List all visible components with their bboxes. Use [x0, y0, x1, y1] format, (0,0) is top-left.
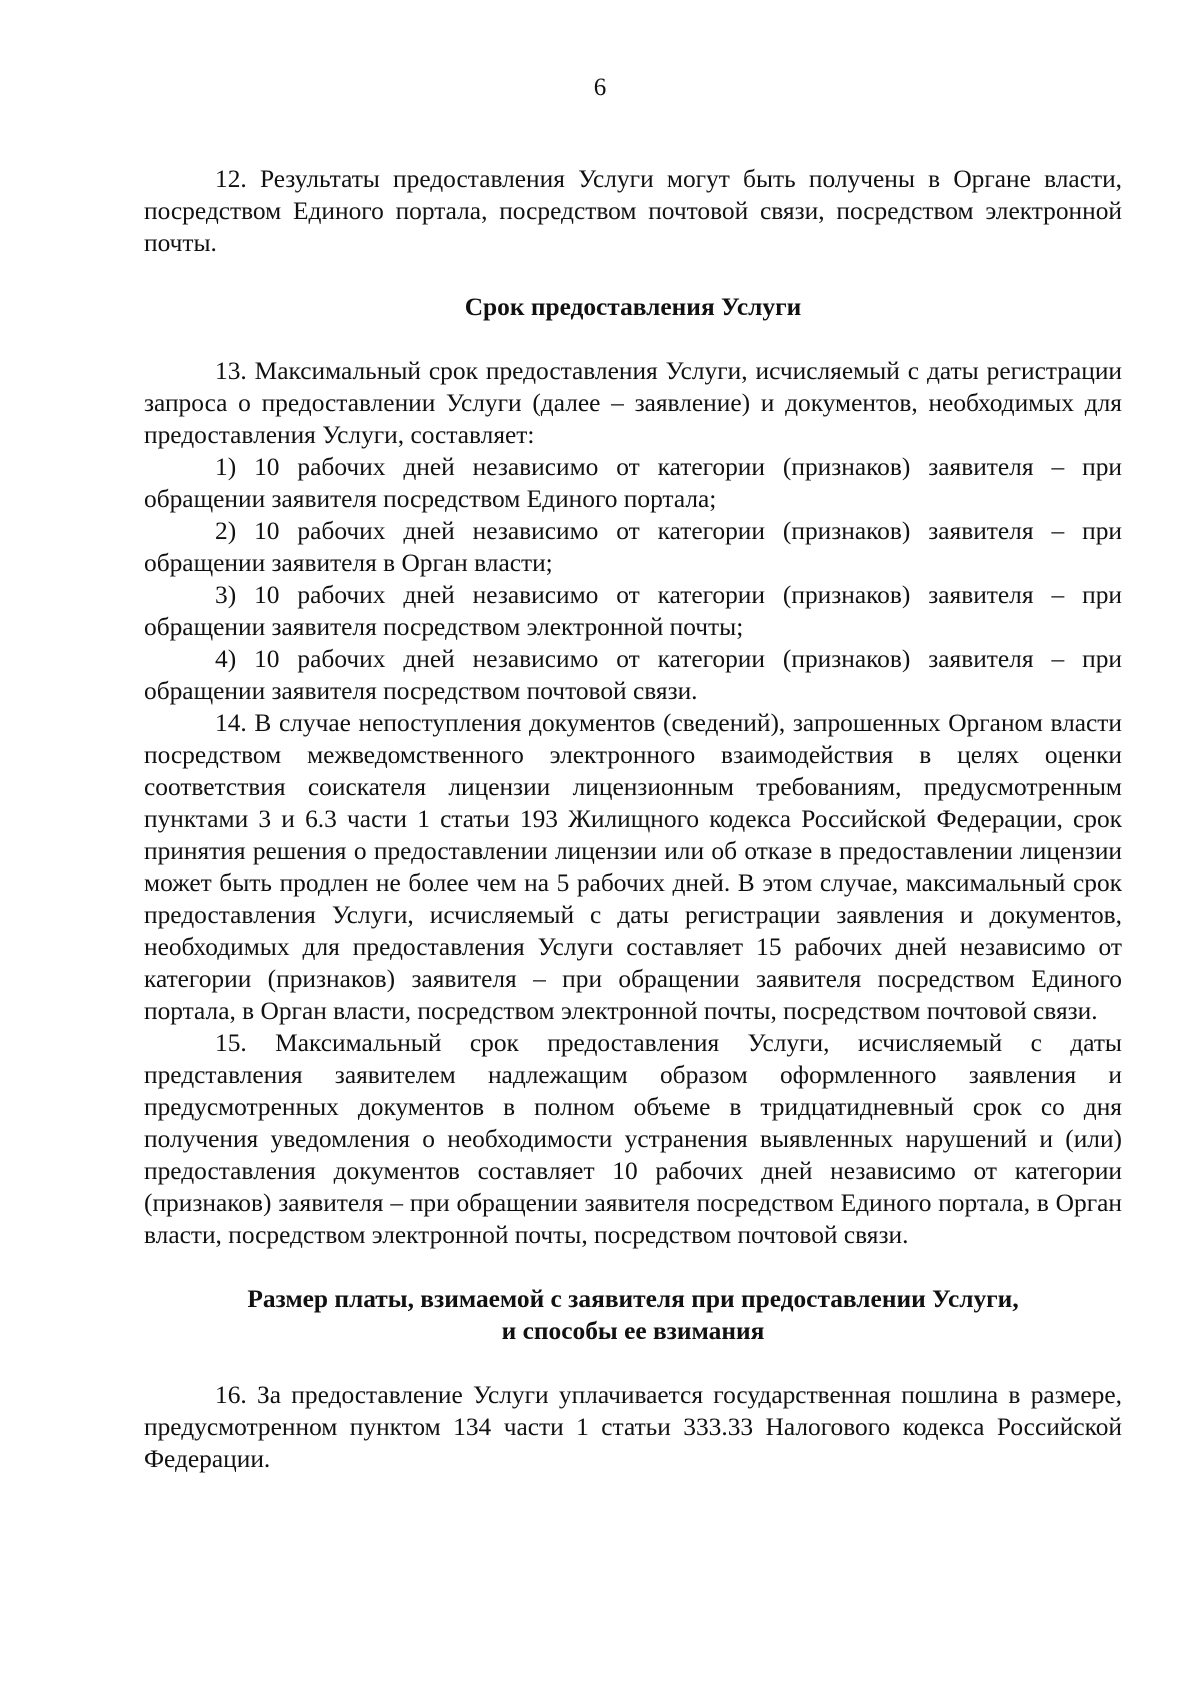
section-heading-fee-line-2: и способы ее взимания [501, 1317, 765, 1345]
section-heading-fee-line-1: Размер платы, взимаемой с заявителя при предоставлении Услуги, [247, 1285, 1019, 1313]
section-heading-service-term: Срок предоставления Услуги [464, 293, 802, 321]
paragraph-14: 14. В случае непоступления документов (сведений), запрошенных Органом власти посредством межведомственного электронного взаимодействия в целях оценки соответствия соискателя лицензии лицензионным требованиям, предусмотренным пунктами 3 и 6.3 части 1 статьи 193 Жилищного кодекса Российской Федерации, срок принятия решения о предоставлении лицензии или об отказе в предоставлении лицензии может быть продлен не более чем на 5 рабочих дней. В этом случае, максимальный срок предоставления Услуги, исчисляемый с даты регистрации заявления и документов, необходимых для предоставления Услуги составляет 15 рабочих дней независимо от категории (признаков) заявителя – при обращении заявителя посредством Единого портала, в Орган власти, посредством электронной почты, посредством почтовой связи. [144, 709, 1122, 1025]
paragraph-15: 15. Максимальный срок предоставления Услуги, исчисляемый с даты представления заявителем надлежащим образом оформленного заявления и предусмотренных документов в полном объеме в тридцатидневный срок со дня получения уведомления о необходимости устранения выявленных нарушений и (или) предоставления документов составляет 10 рабочих дней независимо от категории (признаков) заявителя – при обращении заявителя посредством Единого портала, в Орган власти, посредством электронной почты, посредством почтовой связи. [144, 1029, 1122, 1249]
paragraph-16: 16. За предоставление Услуги уплачивается государственная пошлина в размере, предусмотренном пунктом 134 части 1 статьи 333.33 Налогового кодекса Российской Федерации. [144, 1381, 1122, 1473]
list-item-13-4: 4) 10 рабочих дней независимо от категории (признаков) заявителя – при обращении заявителя посредством почтовой связи. [144, 645, 1122, 705]
document-body [144, 163, 1122, 1475]
paragraph-13: 13. Максимальный срок предоставления Услуги, исчисляемый с даты регистрации запроса о предоставлении Услуги (далее – заявление) и документов, необходимых для предоставления Услуги, составляет: [144, 357, 1122, 449]
list-item-13-1: 1) 10 рабочих дней независимо от категории (признаков) заявителя – при обращении заявителя посредством Единого портала; [144, 453, 1122, 513]
list-item-13-3: 3) 10 рабочих дней независимо от категории (признаков) заявителя – при обращении заявителя посредством электронной почты; [144, 581, 1122, 641]
section-heading-fee [144, 1283, 1122, 1347]
paragraph-12: 12. Результаты предоставления Услуги могут быть получены в Органе власти, посредством Единого портала, посредством почтовой связи, посредством электронной почты. [144, 165, 1122, 257]
list-item-13-2: 2) 10 рабочих дней независимо от категории (признаков) заявителя – при обращении заявителя в Орган власти; [144, 517, 1122, 577]
page-number: 6 [593, 74, 607, 101]
